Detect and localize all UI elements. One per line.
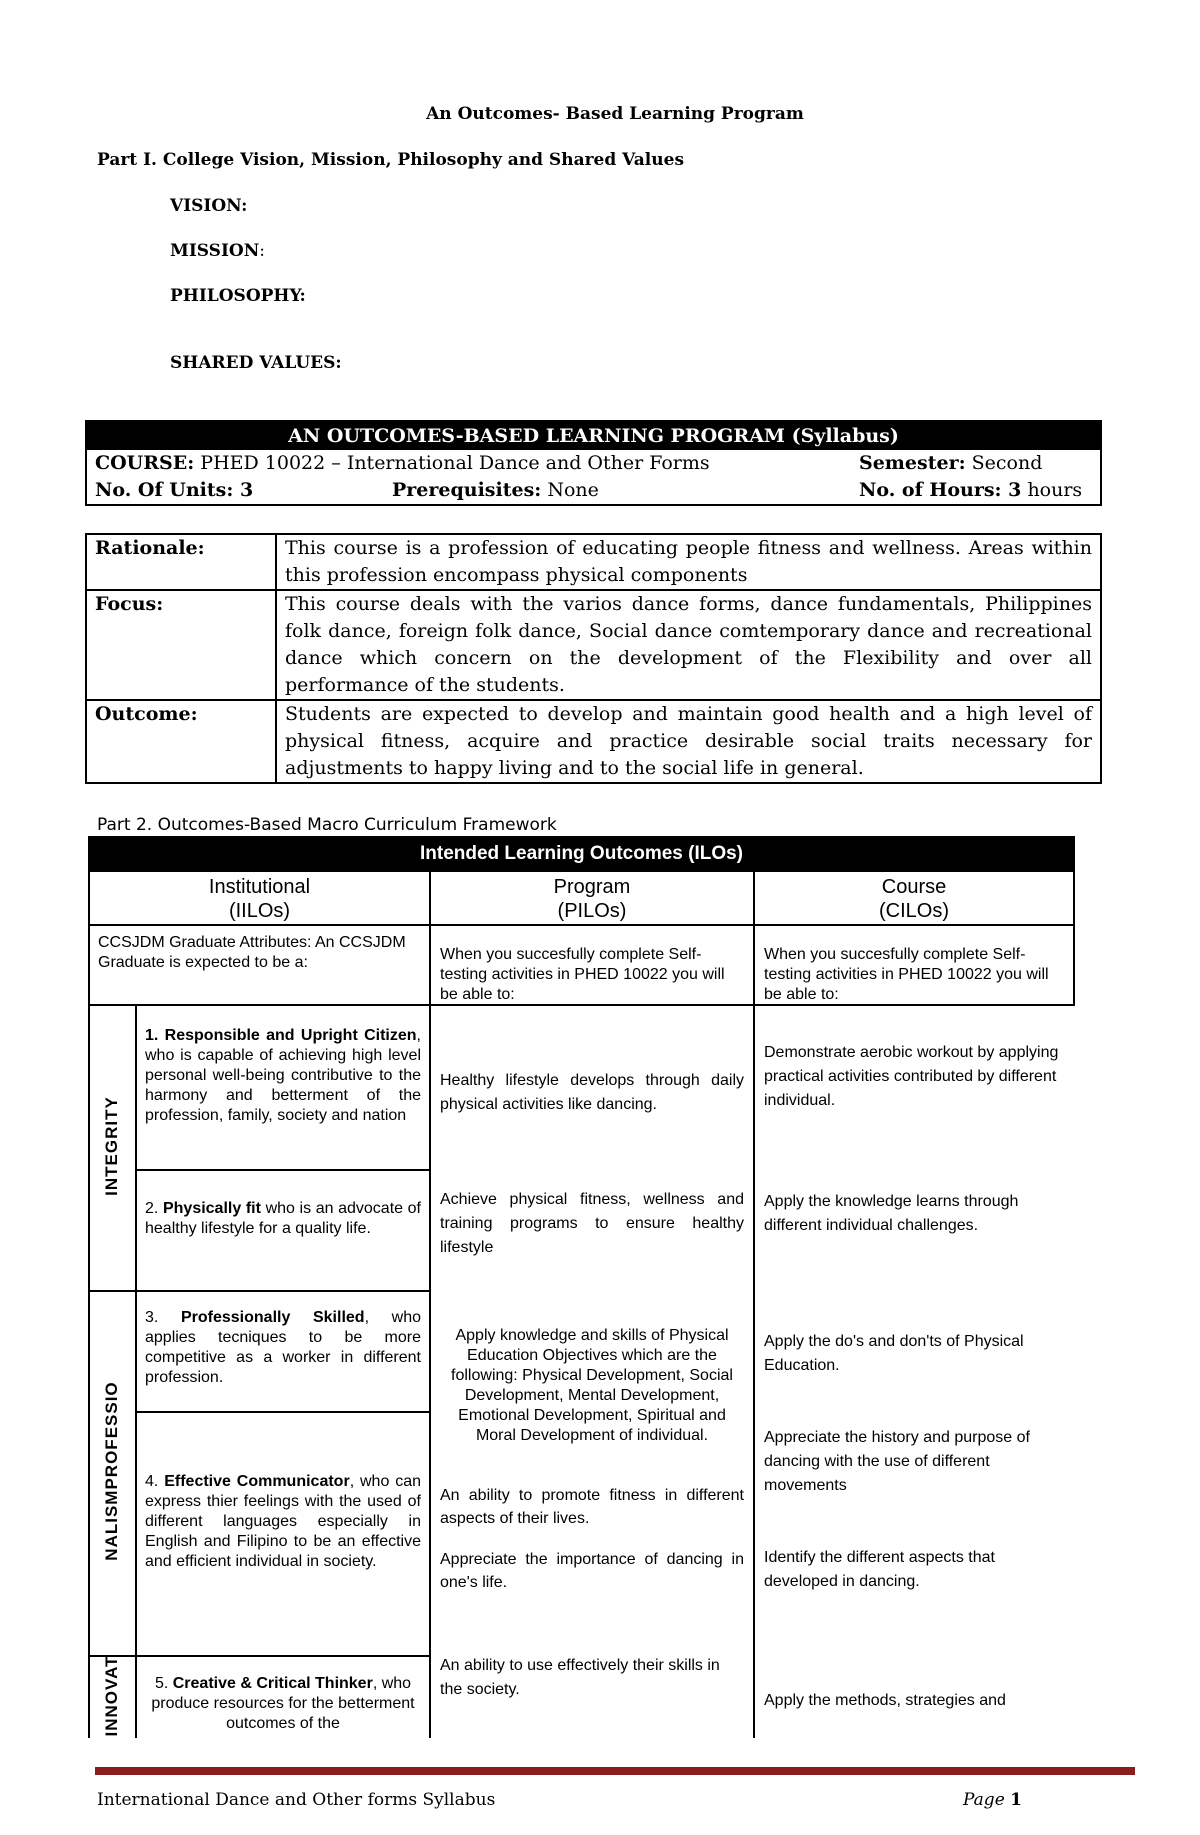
header-course-abbr: (CILOs) — [879, 900, 949, 922]
course-outcome-4: Appreciate the history and purpose of dancing with the use of different movements — [764, 1429, 1030, 1494]
focus-label: Focus: — [86, 590, 276, 700]
outcome-text: Students are expected to develop and maintain good health and a high level of physical fitness, acquire and practice desirable social traits necessary for adjustments to happy living and to the social life in general. — [276, 700, 1101, 783]
syllabus-title-band: AN OUTCOMES-BASED LEARNING PROGRAM (Syllabus) — [87, 422, 1100, 450]
rationale-row — [86, 534, 1101, 590]
attribute-5-number: 5. — [154, 1675, 169, 1692]
header-course — [755, 875, 1073, 923]
ilo-title-band: Intended Learning Outcomes (ILOs) — [88, 836, 1075, 872]
units-label: No. Of Units: 3 — [95, 479, 254, 501]
philosophy-label: PHILOSOPHY: — [170, 286, 306, 306]
attribute-3-title: Professionally Skilled — [180, 1309, 365, 1326]
rationale-label: Rationale: — [86, 534, 276, 590]
attribute-3-text: , who applies tecniques to be more competitive as a worker in different profession. — [145, 1309, 422, 1386]
intro-course: When you succesfully complete Self-testing activities in PHED 10022 you will be able to: — [764, 946, 1049, 1003]
focus-text: This course deals with the varios dance forms, dance fundamentals, Philippines folk dance, foreign folk dance, Social dance comtemporary dance and recreational dance which concern on the development of the Flexibility and over all performance of the students. — [276, 590, 1101, 700]
part1-heading: Part I. College Vision, Mission, Philosophy and Shared Values — [97, 150, 685, 170]
footer-title: International Dance and Other forms Syllabus — [97, 1790, 496, 1810]
mission-colon: : — [259, 241, 265, 261]
part2-heading: Part 2. Outcomes-Based Macro Curriculum Framework — [97, 815, 557, 835]
group-label-innovation: INNOVAT — [102, 1655, 121, 1737]
page-label: Page — [963, 1790, 1005, 1810]
prereq-value: None — [547, 479, 599, 501]
header-program — [431, 875, 753, 923]
header-institutional-title: Institutional — [208, 876, 311, 898]
course-outcome-6: Apply the methods, strategies and — [764, 1692, 1006, 1709]
rationale-text: This course is a profession of educating people fitness and wellness. Areas within this profession encompass physical components — [276, 534, 1101, 590]
focus-row — [86, 590, 1101, 700]
attribute-2-title: Physically fit — [162, 1200, 261, 1217]
attribute-2-number: 2. — [145, 1200, 159, 1217]
syllabus-header-table — [85, 420, 1102, 506]
outcome-label: Outcome: — [86, 700, 276, 783]
header-institutional-abbr: (IILOs) — [228, 900, 291, 922]
header-program-title: Program — [553, 876, 631, 898]
rationale-table — [85, 533, 1102, 784]
attribute-5-title: Creative & Critical Thinker — [172, 1675, 373, 1692]
program-outcome-5: Appreciate the importance of dancing in one's life. — [440, 1551, 744, 1591]
attribute-1-title: Responsible and Upright Citizen — [164, 1027, 417, 1044]
attribute-1-text: , who is capable of achieving high level personal well-being contributive to the harmony and betterment of the profession, family, society and nation — [145, 1027, 421, 1124]
prereq-label: Prerequisites: — [392, 479, 542, 501]
document-title: An Outcomes- Based Learning Program — [426, 104, 804, 124]
course-outcome-1: Demonstrate aerobic workout by applying practical activities contributed by different individual. — [764, 1044, 1059, 1109]
outcome-row — [86, 700, 1101, 783]
header-institutional — [90, 875, 429, 923]
mission-label-text: MISSION — [170, 241, 260, 261]
shared-values-label: SHARED VALUES: — [170, 353, 342, 373]
units-row — [87, 477, 1100, 504]
program-outcome-6: An ability to use effectively their skills in the society. — [440, 1657, 720, 1698]
page-number — [963, 1790, 1022, 1810]
course-outcome-5: Identify the different aspects that developed in dancing. — [764, 1549, 995, 1590]
intro-program: When you succesfully complete Self-testing activities in PHED 10022 you will be able to: — [440, 946, 725, 1003]
ilo-framework-table — [88, 836, 1075, 1738]
program-outcome-4: An ability to promote fitness in different aspects of their lives. — [440, 1487, 744, 1527]
attribute-2-text: who is an advocate of healthy lifestyle for a quality life. — [145, 1200, 422, 1237]
attribute-2 — [145, 1199, 421, 1239]
header-program-abbr: (PILOs) — [557, 900, 627, 922]
footer-rule — [95, 1767, 1135, 1775]
attribute-4 — [145, 1472, 421, 1572]
attribute-3 — [145, 1308, 421, 1388]
mission-label — [170, 241, 265, 261]
semester-label: Semester: — [859, 452, 966, 474]
attribute-3-number: 3. — [145, 1309, 159, 1326]
attribute-1-number: 1. — [145, 1027, 159, 1044]
hours-value: hours — [1027, 479, 1083, 501]
intro-institutional: CCSJDM Graduate Attributes: An CCSJDM Graduate is expected to be a: — [98, 934, 406, 971]
course-value: PHED 10022 – International Dance and Other Forms — [200, 452, 710, 474]
course-outcome-3: Apply the do's and don'ts of Physical Education. — [764, 1333, 1024, 1374]
course-outcome-2: Apply the knowledge learns through different individual challenges. — [764, 1193, 1019, 1234]
program-outcome-2: Achieve physical fitness, wellness and training programs to ensure healthy lifestyle — [440, 1191, 744, 1256]
semester-value: Second — [971, 452, 1043, 474]
program-outcome-1: Healthy lifestyle develops through daily physical activities like dancing. — [440, 1072, 744, 1113]
hours-label: No. of Hours: 3 — [859, 479, 1022, 501]
page-number-value: 1 — [1010, 1790, 1023, 1810]
vision-label: VISION: — [170, 196, 248, 216]
header-course-title: Course — [881, 876, 947, 898]
course-label: COURSE: — [95, 452, 195, 474]
program-outcome-3: Apply knowledge and skills of Physical Education Objectives which are the following: Physical Development, Social Development, Mental Development, Emotional Development, Spiritual and Moral Development of individual. — [451, 1327, 733, 1444]
attribute-4-text: , who can express thier feelings with the used of different languages especially in English and Filipino to be an effective and efficient individual in society. — [145, 1473, 422, 1570]
group-label-professionalism: NALISMPROFESSIO — [102, 1381, 121, 1561]
course-row — [87, 450, 1100, 477]
attribute-1 — [145, 1026, 421, 1126]
attribute-5-text: , who produce resources for the betterment outcomes of the — [151, 1675, 415, 1732]
group-label-integrity: INTEGRITY — [102, 1096, 121, 1196]
attribute-4-title: Effective Communicator — [164, 1473, 350, 1490]
attribute-4-number: 4. — [145, 1473, 159, 1490]
attribute-5 — [145, 1674, 421, 1734]
